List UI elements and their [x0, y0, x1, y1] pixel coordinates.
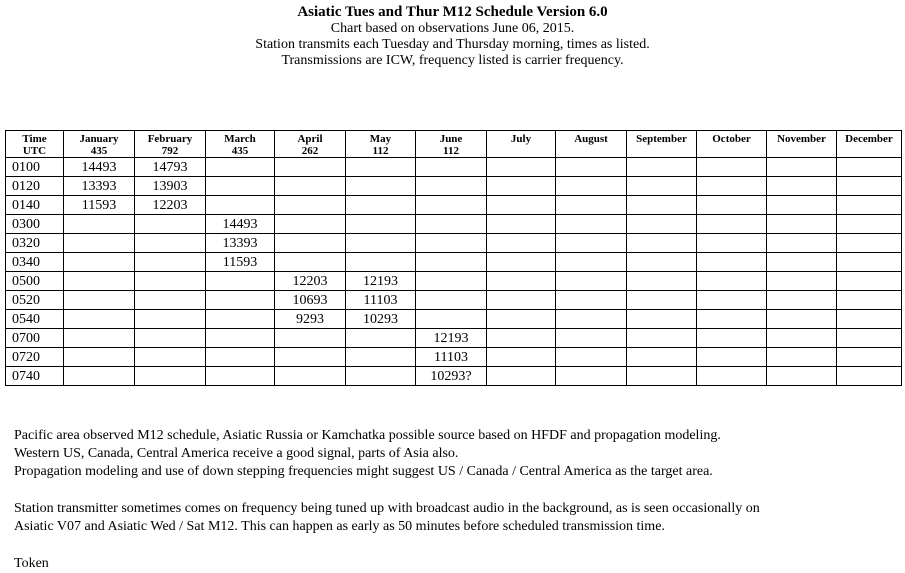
frequency-cell: [837, 310, 902, 329]
frequency-cell: [346, 253, 416, 272]
frequency-cell: [206, 367, 275, 386]
frequency-cell: [767, 329, 837, 348]
frequency-cell: [767, 291, 837, 310]
frequency-cell: [837, 158, 902, 177]
table-row: [6, 348, 902, 367]
frequency-cell: [697, 234, 767, 253]
notes-section: [14, 427, 894, 573]
time-cell: 0540: [6, 310, 64, 329]
column-header-sublabel: 112: [443, 145, 459, 157]
column-header-sublabel: UTC: [22, 145, 47, 157]
frequency-cell: [346, 234, 416, 253]
column-header-label: December: [845, 133, 893, 145]
frequency-cell: [627, 329, 697, 348]
frequency-cell: [556, 348, 627, 367]
time-cell: 0500: [6, 272, 64, 291]
column-header-label: May: [369, 133, 392, 145]
time-cell: 0120: [6, 177, 64, 196]
frequency-cell: [697, 253, 767, 272]
frequency-cell: [206, 158, 275, 177]
notes-line: Propagation modeling and use of down stepping frequencies might suggest US / Canada / Central America as the target area.: [14, 464, 713, 479]
table-row: [6, 291, 902, 310]
frequency-cell: [627, 253, 697, 272]
frequency-cell: [767, 177, 837, 196]
frequency-cell: 11103: [416, 348, 487, 367]
frequency-cell: [697, 215, 767, 234]
notes-spacer: [14, 481, 894, 500]
frequency-cell: [556, 310, 627, 329]
column-header-label: February: [147, 133, 193, 145]
frequency-cell: [416, 215, 487, 234]
frequency-cell: [275, 196, 346, 215]
frequency-cell: 10693: [275, 291, 346, 310]
frequency-cell: [487, 158, 556, 177]
frequency-cell: [556, 272, 627, 291]
frequency-cell: 13393: [206, 234, 275, 253]
frequency-cell: [627, 234, 697, 253]
frequency-cell: [275, 177, 346, 196]
frequency-cell: [837, 291, 902, 310]
frequency-cell: [837, 367, 902, 386]
notes-line: Token: [14, 556, 49, 571]
frequency-cell: [556, 367, 627, 386]
column-header-label: September: [636, 133, 687, 145]
frequency-cell: [206, 348, 275, 367]
frequency-cell: 12203: [275, 272, 346, 291]
frequency-cell: [206, 272, 275, 291]
frequency-cell: [487, 253, 556, 272]
frequency-cell: 13903: [135, 177, 206, 196]
frequency-cell: [487, 329, 556, 348]
frequency-cell: [64, 253, 135, 272]
frequency-cell: [275, 367, 346, 386]
column-header-may: [346, 131, 416, 158]
frequency-cell: [837, 253, 902, 272]
frequency-cell: [206, 177, 275, 196]
column-header-october: [697, 131, 767, 158]
table-row: [6, 272, 902, 291]
column-header-april: [275, 131, 346, 158]
frequency-cell: [135, 291, 206, 310]
frequency-cell: [346, 158, 416, 177]
column-header-december: [837, 131, 902, 158]
frequency-cell: [697, 348, 767, 367]
time-cell: 0140: [6, 196, 64, 215]
column-header-sublabel: 435: [90, 145, 108, 157]
frequency-cell: [556, 177, 627, 196]
frequency-cell: [416, 177, 487, 196]
frequency-cell: [416, 291, 487, 310]
time-cell: 0720: [6, 348, 64, 367]
document-header: [0, 3, 905, 69]
column-header-label: October: [712, 133, 751, 145]
frequency-cell: 10293?: [416, 367, 487, 386]
frequency-cell: [206, 291, 275, 310]
frequency-cell: [64, 234, 135, 253]
time-cell: 0340: [6, 253, 64, 272]
frequency-cell: [767, 272, 837, 291]
frequency-cell: [135, 234, 206, 253]
column-header-sublabel: 435: [231, 145, 249, 157]
frequency-cell: [346, 367, 416, 386]
frequency-cell: [416, 158, 487, 177]
frequency-cell: [697, 196, 767, 215]
frequency-cell: [487, 234, 556, 253]
frequency-cell: [556, 215, 627, 234]
frequency-cell: [556, 196, 627, 215]
notes-line: Asiatic V07 and Asiatic Wed / Sat M12. This can happen as early as 50 minutes before scheduled transmission time.: [14, 519, 665, 534]
frequency-cell: 12193: [416, 329, 487, 348]
frequency-cell: [275, 234, 346, 253]
column-header-label: August: [574, 133, 608, 145]
frequency-cell: [767, 367, 837, 386]
time-cell: 0300: [6, 215, 64, 234]
frequency-cell: [346, 329, 416, 348]
frequency-cell: [416, 196, 487, 215]
frequency-cell: [556, 253, 627, 272]
frequency-cell: [697, 272, 767, 291]
frequency-cell: [697, 310, 767, 329]
frequency-cell: [767, 158, 837, 177]
frequency-cell: [275, 158, 346, 177]
frequency-cell: [275, 215, 346, 234]
frequency-cell: [64, 329, 135, 348]
time-cell: 0520: [6, 291, 64, 310]
header-line-transmission-mode: Transmissions are ICW, frequency listed is carrier frequency.: [281, 53, 624, 68]
frequency-cell: [627, 272, 697, 291]
frequency-cell: [697, 367, 767, 386]
frequency-cell: 11593: [64, 196, 135, 215]
column-header-july: [487, 131, 556, 158]
frequency-cell: [697, 291, 767, 310]
column-header-label: November: [777, 133, 826, 145]
time-cell: 0320: [6, 234, 64, 253]
frequency-cell: [346, 215, 416, 234]
notes-spacer: [14, 536, 894, 555]
table-row: [6, 367, 902, 386]
column-header-label: January: [79, 133, 119, 145]
frequency-cell: [627, 196, 697, 215]
frequency-cell: [64, 291, 135, 310]
column-header-label: March: [224, 133, 256, 145]
frequency-cell: [135, 272, 206, 291]
document-title: Asiatic Tues and Thur M12 Schedule Version 6.0: [297, 4, 608, 20]
frequency-cell: [487, 310, 556, 329]
frequency-cell: [416, 272, 487, 291]
schedule-table: [5, 130, 902, 386]
table-row: [6, 196, 902, 215]
frequency-cell: [487, 272, 556, 291]
frequency-cell: [64, 367, 135, 386]
frequency-cell: 13393: [64, 177, 135, 196]
frequency-cell: [135, 310, 206, 329]
column-header-label: July: [510, 133, 532, 145]
time-cell: 0100: [6, 158, 64, 177]
frequency-cell: [837, 272, 902, 291]
frequency-cell: 14793: [135, 158, 206, 177]
frequency-cell: 10293: [346, 310, 416, 329]
frequency-cell: [627, 215, 697, 234]
frequency-cell: [767, 196, 837, 215]
column-header-sublabel: 112: [372, 145, 389, 157]
frequency-cell: 11103: [346, 291, 416, 310]
notes-line: Pacific area observed M12 schedule, Asiatic Russia or Kamchatka possible source based on HFDF and propagation modeling.: [14, 428, 721, 443]
frequency-cell: [135, 215, 206, 234]
frequency-cell: [275, 329, 346, 348]
frequency-cell: [556, 329, 627, 348]
frequency-cell: [64, 310, 135, 329]
table-row: [6, 310, 902, 329]
frequency-cell: [275, 253, 346, 272]
column-header-january: [64, 131, 135, 158]
frequency-cell: [837, 234, 902, 253]
frequency-cell: [556, 158, 627, 177]
frequency-cell: [837, 196, 902, 215]
table-row: [6, 329, 902, 348]
frequency-cell: [487, 367, 556, 386]
frequency-cell: [837, 177, 902, 196]
column-header-label: Time: [22, 133, 47, 145]
column-header-sublabel: 792: [161, 145, 179, 157]
frequency-cell: [627, 177, 697, 196]
frequency-cell: [275, 348, 346, 367]
frequency-cell: [206, 196, 275, 215]
table-header-row: [6, 131, 902, 158]
column-header-label: April: [297, 133, 323, 145]
frequency-cell: [767, 234, 837, 253]
table-row: [6, 158, 902, 177]
frequency-cell: [487, 215, 556, 234]
column-header-november: [767, 131, 837, 158]
frequency-cell: [206, 310, 275, 329]
frequency-cell: 14493: [206, 215, 275, 234]
notes-line: Station transmitter sometimes comes on frequency being tuned up with broadcast audio in the background, as is seen occasionally on: [14, 501, 760, 516]
frequency-cell: [627, 348, 697, 367]
frequency-cell: [627, 291, 697, 310]
table-row: [6, 177, 902, 196]
frequency-cell: [627, 310, 697, 329]
frequency-cell: [627, 158, 697, 177]
column-header-february: [135, 131, 206, 158]
frequency-cell: [64, 272, 135, 291]
frequency-cell: [206, 329, 275, 348]
frequency-cell: [487, 348, 556, 367]
frequency-cell: [135, 329, 206, 348]
frequency-cell: 12203: [135, 196, 206, 215]
column-header-march: [206, 131, 275, 158]
header-line-schedule: Station transmits each Tuesday and Thursday morning, times as listed.: [255, 37, 650, 52]
frequency-cell: [416, 310, 487, 329]
time-cell: 0740: [6, 367, 64, 386]
column-header-label: June: [439, 133, 463, 145]
header-line-observations: Chart based on observations June 06, 2015.: [330, 21, 575, 36]
frequency-cell: [837, 215, 902, 234]
frequency-cell: [697, 329, 767, 348]
column-header-sublabel: 262: [301, 145, 319, 157]
frequency-cell: [837, 329, 902, 348]
frequency-cell: [697, 158, 767, 177]
frequency-cell: [135, 348, 206, 367]
frequency-cell: 14493: [64, 158, 135, 177]
frequency-cell: 11593: [206, 253, 275, 272]
frequency-cell: [135, 253, 206, 272]
frequency-cell: [697, 177, 767, 196]
frequency-cell: [487, 196, 556, 215]
frequency-cell: [346, 177, 416, 196]
column-header-time: [6, 131, 64, 158]
frequency-cell: [487, 291, 556, 310]
frequency-cell: [416, 234, 487, 253]
frequency-cell: [135, 367, 206, 386]
column-header-august: [556, 131, 627, 158]
frequency-cell: [627, 367, 697, 386]
frequency-cell: [767, 215, 837, 234]
table-row: [6, 215, 902, 234]
table-row: [6, 253, 902, 272]
frequency-cell: [346, 196, 416, 215]
frequency-cell: [556, 291, 627, 310]
frequency-cell: [64, 348, 135, 367]
frequency-cell: 9293: [275, 310, 346, 329]
frequency-cell: [767, 348, 837, 367]
frequency-cell: [64, 215, 135, 234]
frequency-cell: [346, 348, 416, 367]
frequency-cell: [767, 310, 837, 329]
time-cell: 0700: [6, 329, 64, 348]
frequency-cell: [416, 253, 487, 272]
frequency-cell: [837, 348, 902, 367]
column-header-september: [627, 131, 697, 158]
frequency-cell: 12193: [346, 272, 416, 291]
table-row: [6, 234, 902, 253]
frequency-cell: [556, 234, 627, 253]
frequency-cell: [767, 253, 837, 272]
column-header-june: [416, 131, 487, 158]
notes-line: Western US, Canada, Central America receive a good signal, parts of Asia also.: [14, 446, 459, 461]
frequency-cell: [487, 177, 556, 196]
table-body: [6, 158, 902, 386]
